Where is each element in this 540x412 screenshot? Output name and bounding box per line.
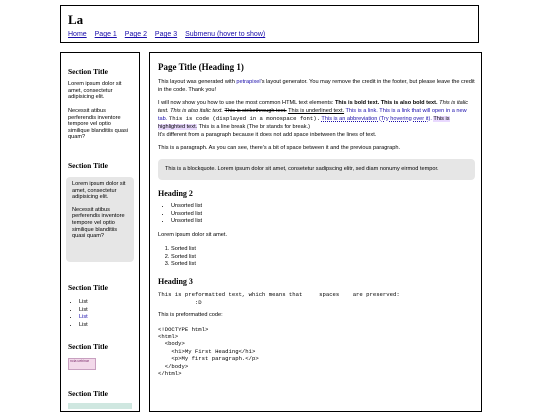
intro-text: This layout was generated with — [158, 79, 237, 85]
intro-paragraph — [158, 79, 475, 94]
sidebar-box-paragraph: Necessit atibus perferendis inventore tempore vel optio similique blanditiis quasi quam? — [72, 206, 125, 240]
nav-page-1[interactable]: Page 1 — [94, 31, 117, 38]
bold-text: This is also bold text. — [380, 100, 438, 107]
elements-paragraph — [158, 100, 475, 139]
preformatted-intro: This is preformatted code: — [158, 311, 223, 318]
italic-text: This is italic text. — [158, 100, 469, 114]
sidebar-section-title: Section Title — [68, 389, 108, 398]
sidebar — [60, 52, 140, 412]
sorted-list — [158, 246, 475, 269]
page-title: Page Title (Heading 1) — [158, 62, 244, 72]
sidebar-box — [66, 177, 134, 262]
sidebar-section-title: Section Title — [68, 342, 108, 351]
elements-intro: I will now show you how to use the most common HTML text elements: — [158, 100, 335, 107]
sidebar-section-title: Section Title — [68, 161, 108, 170]
preformatted-code: <!DOCTYPE html> <html> <body> <h1>My First Heading</h1> <p>My first paragraph.</p> </body> </html> — [158, 325, 259, 377]
strike-text: This is strikethrough text. — [224, 107, 287, 114]
line-break-text: This is a line break (The br stands for break.) — [198, 123, 310, 130]
new-tab-link[interactable]: This is a link that will open in a new tab. — [158, 107, 467, 123]
code-text: This is code (displayed in a monospace font). — [168, 115, 320, 123]
main-nav — [68, 31, 271, 38]
nav-home[interactable]: Home — [68, 31, 87, 38]
heading-3: Heading 3 — [158, 277, 193, 287]
list-item: • Unsorted list — [171, 218, 475, 226]
sidebar-paragraph: Necessit atibus perferendis inventore tempore vel optio similique blanditiis quasi quam? — [68, 108, 129, 141]
list-item[interactable] — [79, 314, 88, 322]
highlighted-text: This is highlighted text. — [158, 116, 450, 130]
nav-page-2[interactable]: Page 2 — [124, 31, 147, 38]
list-item: 1. Sorted list — [171, 246, 475, 254]
list-item: • Unsorted list — [171, 211, 475, 219]
list-item: • List — [79, 299, 88, 307]
bold-text: This is bold text. — [335, 100, 380, 107]
heading-2: Heading 2 — [158, 188, 193, 198]
sidebar-box-paragraph: Lorem ipsum dolor sit amet, consectetur adipisicing elit. — [72, 181, 126, 201]
list-item: 3. Sorted list — [171, 261, 475, 269]
petrapixel-link[interactable]: petrapixel — [236, 79, 261, 85]
nav-submenu[interactable]: Submenu (hover to show) — [185, 31, 266, 38]
italic-text: This is also italic text. — [170, 107, 223, 114]
lorem-text: Lorem ipsum dolor sit amet. — [158, 232, 228, 239]
main-content — [149, 52, 482, 412]
sidebar-paragraph: Lorem ipsum dolor sit amet, consectetur adipisicing elit. — [68, 81, 122, 101]
unsorted-list — [158, 203, 475, 226]
badge-image[interactable]: ncia uebinar — [68, 358, 96, 370]
abbreviation[interactable]: This is an abbreviation (Try hovering over it). — [321, 116, 432, 123]
line-break-text: It's different from a paragraph because it does not add space inbetween the lines of text. — [158, 131, 377, 138]
sidebar-section-title: Section Title — [68, 283, 108, 292]
sidebar-thumbnail — [68, 403, 132, 409]
paragraph: This is a paragraph. As you can see, there's a bit of space between it and the previous paragraph. — [158, 145, 401, 152]
sidebar-list — [73, 299, 88, 329]
preformatted-text: This is preformatted text, which means that spaces are preserved: :D — [158, 291, 400, 306]
intro-text: 's layout generator. You may remove the credit in the footer, but please leave the credit in the code. Thank you! — [158, 79, 475, 93]
list-item: • Unsorted list — [171, 203, 475, 211]
nav-page-3[interactable]: Page 3 — [154, 31, 178, 38]
underlined-text: This is underlined text. — [288, 107, 345, 114]
list-item: 2. Sorted list — [171, 254, 475, 262]
sidebar-section-title: Section Title — [68, 67, 108, 76]
text-link[interactable]: This is a link. — [345, 107, 378, 114]
list-item: • List — [79, 307, 88, 315]
list-item: • List — [79, 322, 88, 330]
site-header — [60, 5, 479, 43]
site-title: La — [68, 12, 84, 27]
sidebar-list-link[interactable]: List — [79, 314, 88, 321]
blockquote: This is a blockquote. Lorem ipsum dolor sit amet, consetetur sadipscing elitr, sed diam nonumy eirmod tempor. — [158, 159, 475, 180]
